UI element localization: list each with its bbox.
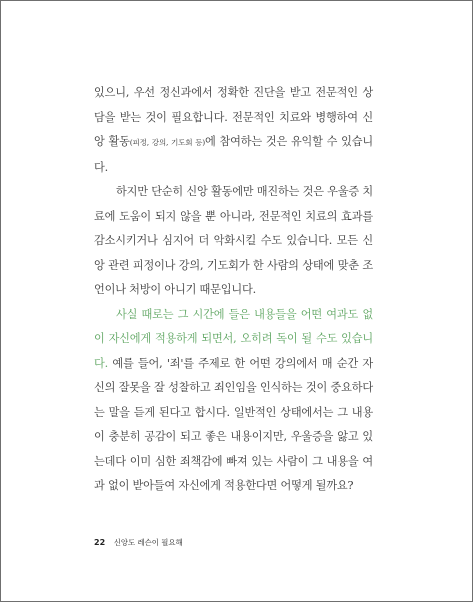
book-title: 신앙도 레슨이 필요해: [113, 538, 183, 547]
page-footer: [94, 537, 183, 548]
paragraph-1: [94, 81, 373, 180]
page-number: 22: [94, 538, 106, 547]
paragraph-2: [94, 180, 373, 303]
paragraph-3-highlight: 사실 때로는 그 시간에 들은 내용들을 어떤 여과도 없이 자신에게 적용하게 되면서, 오히려 독이 될 수도 있습니다.: [94, 307, 373, 370]
paragraph-1-text-end: 에 참여하는 것은 유익할 수 있습니다.: [94, 135, 373, 174]
paragraph-3-text: 예를 들어, '죄'를 주제로 한 어떤 강의에서 매 순간 자신의 잘못을 잘 성찰하고 죄인임을 인식하는 것이 중요하다는 말을 듣게 된다고 합시다. 일반적인 상태에서는 그 내용이 충분히 공감이 되고 좋은 내용이지만, 우울증을 앓고 있는데다 이미 심한 죄책감에 빠져 있는 사람이 그 내용을 여과 없이 받아들여 자신에게 적용한다면 어떻게 될까요?: [94, 356, 373, 492]
body-text: [94, 81, 373, 499]
paragraph-1-parenthetical: (피정, 강의, 기도회 등): [129, 138, 206, 147]
paragraph-2-text: 하지만 단순히 신앙 활동에만 매진하는 것은 우울증 치료에 도움이 되지 않을 뿐 아니라, 전문적인 치료의 효과를 감소시키거나 심지어 더 악화시킬 수도 있습니다. 모든 신앙 관련 피정이나 강의, 기도회가 한 사람의 상태에 맞춘 조언이나 처방이 아니기 때문입니다.: [94, 185, 373, 296]
paragraph-1-text-start: 있으니, 우선 정신과에서 정확한 진단을 받고 전문적인 상담을 받는 것이 필요합니다. 전문적인 치료와 병행하여 신앙 활동: [94, 86, 373, 148]
paragraph-3: [94, 303, 373, 499]
